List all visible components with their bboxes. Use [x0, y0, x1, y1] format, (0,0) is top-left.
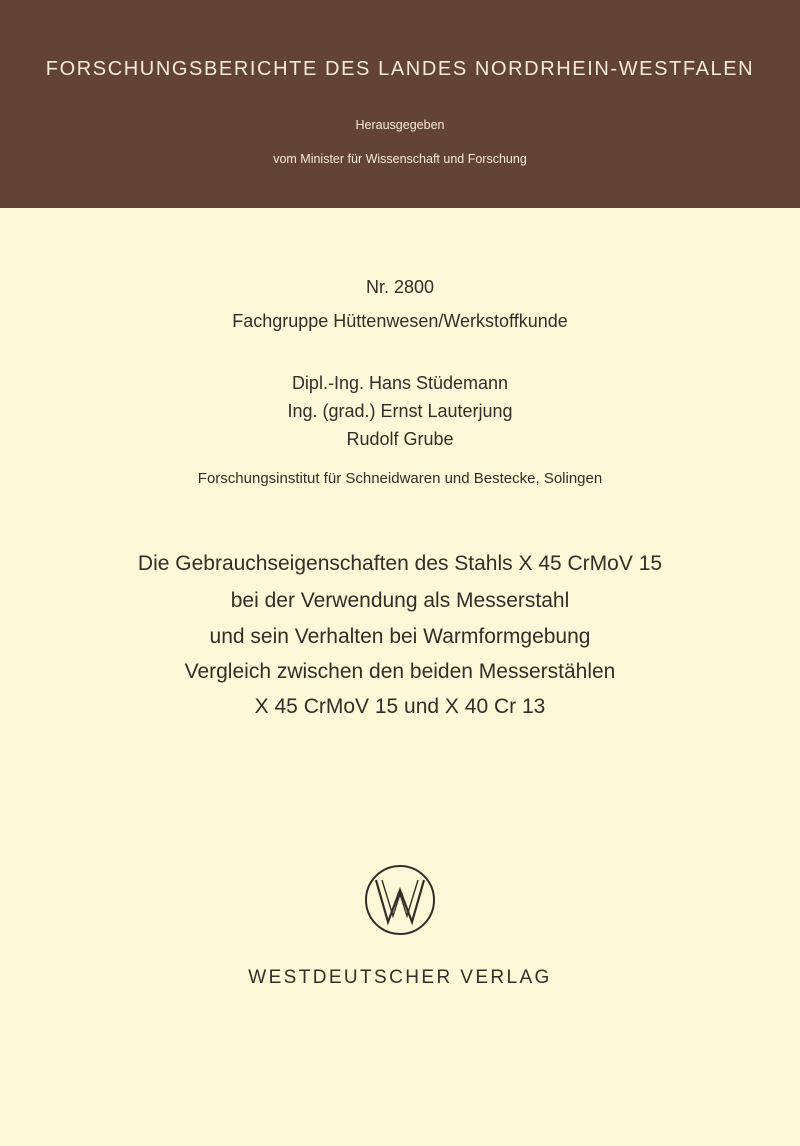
title-line-1: Die Gebrauchseigenschaften des Stahls X 45 CrMoV 15	[137, 552, 663, 575]
ww-circle-logo-icon	[364, 864, 436, 936]
title-line-3: und sein Verhalten bei Warmformgebung	[209, 625, 591, 648]
institute: Forschungsinstitut für Schneidwaren und Bestecke, Solingen	[197, 470, 603, 487]
report-number: Nr. 2800	[365, 277, 435, 297]
report-group: Fachgruppe Hüttenwesen/Werkstoffkunde	[232, 311, 568, 331]
author-2: Ing. (grad.) Ernst Lauterjung	[287, 401, 513, 421]
publisher-name: WESTDEUTSCHER VERLAG	[248, 967, 552, 988]
edited-label: Herausgegeben	[355, 118, 445, 132]
header-band	[0, 0, 800, 208]
title-line-2: bei der Verwendung als Messerstahl	[230, 589, 570, 612]
title-line-4: Vergleich zwischen den beiden Messerstählen	[184, 660, 616, 683]
author-1: Dipl.-Ing. Hans Stüdemann	[291, 373, 509, 393]
title-line-5: X 45 CrMoV 15 und X 40 Cr 13	[254, 695, 546, 718]
author-3: Rudolf Grube	[346, 429, 454, 449]
edited-by: vom Minister für Wissenschaft und Forschung	[273, 152, 527, 166]
series-title: FORSCHUNGSBERICHTE DES LANDES NORDRHEIN-WESTFALEN	[45, 58, 755, 80]
